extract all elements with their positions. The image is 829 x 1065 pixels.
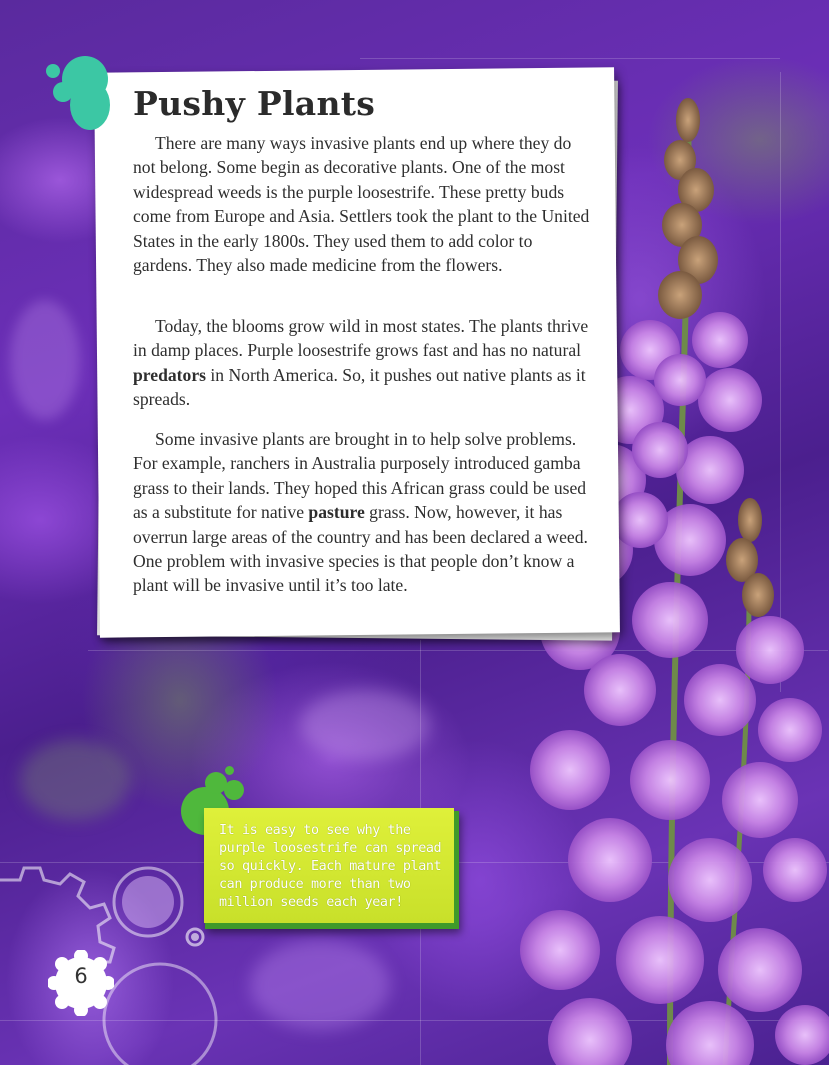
bubble: [225, 766, 234, 775]
callout-text: It is easy to see why the purple loosestrife can spread so quickly. Each mature plant can produce more than two million seeds each year!: [219, 823, 442, 910]
bubble: [224, 780, 244, 800]
background-blotch: [250, 940, 390, 1030]
paragraph-text: in North America. So, it pushes out native plants as it spreads.: [133, 364, 586, 410]
page-title: Pushy Plants: [133, 84, 376, 123]
guide-line: [360, 58, 780, 59]
paragraph-gamba-grass: [133, 427, 593, 598]
glossary-term-pasture: pasture: [308, 502, 365, 523]
paragraph-intro: There are many ways invasive plants end up where they do not belong. Some begin as decorative plants. One of the most widespread weeds is the purple loosestrife. These pretty buds come from Europe and Asia. Settlers took the plant to the United States in the early 1800s. They used them to add color to gardens. They also made medicine from the flowers.: [133, 133, 590, 276]
paragraph-text: Some invasive plants are brought in to help solve problems. For example, ranchers in Australia purposely introduced gamba grass to their lands. They hoped this African grass could be used as a substitute for native: [133, 429, 587, 523]
bubble: [70, 80, 110, 130]
paragraph-text: grass. Now, however, it has overrun large areas of the country and has been declared a weed. One problem with invasive species is that people don’t know a plant will be invasive until it’s too late.: [133, 502, 588, 596]
background-blotch: [300, 690, 430, 760]
background-blotch: [10, 300, 80, 420]
paragraph-spread: [133, 314, 593, 412]
bubble: [46, 64, 60, 78]
bubble: [53, 82, 73, 102]
gear-outline-icon: [0, 860, 240, 1065]
background-blotch: [20, 740, 130, 820]
page-number: 6: [74, 964, 88, 988]
glossary-term-predators: predators: [133, 364, 206, 385]
paragraph-text: Today, the blooms grow wild in most states. The plants thrive in damp places. Purple loosestrife grows fast and has no natural: [133, 316, 589, 361]
